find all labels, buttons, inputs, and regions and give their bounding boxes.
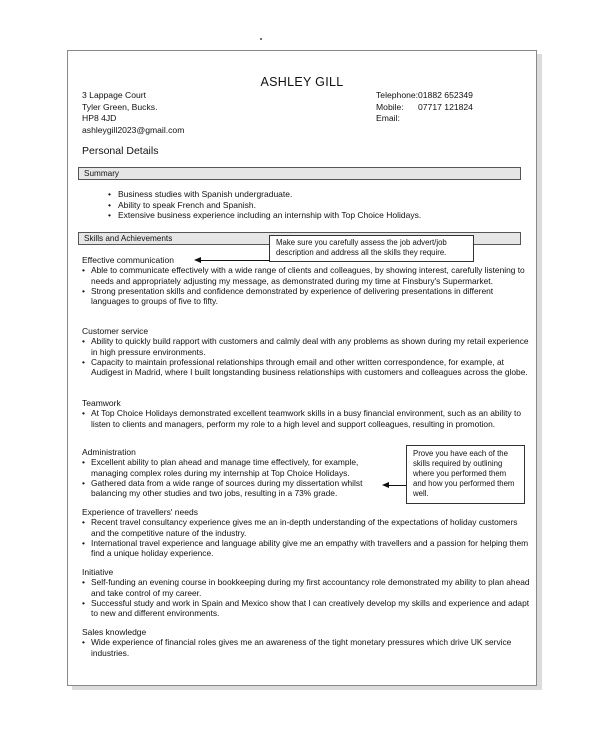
resume-page xyxy=(67,50,537,686)
address-line: Tyler Green, Bucks. xyxy=(82,101,158,112)
list-item: • Excellent ability to plan ahead and manage time effectively, for example, managing complex roles during my internship at Top Choice Holidays. xyxy=(82,457,359,478)
phone-block xyxy=(376,90,473,125)
list-item: • Able to communicate effectively with a wide range of clients and colleagues, by showing interest, carefully listening to needs and appropriately adjusting my message, as demonstrated during my time at Finsbury's Supermarket. xyxy=(82,265,525,286)
list-item: • At Top Choice Holidays demonstrated excellent teamwork skills in a busy financial environment, such as an ability to listen to clients and managers, perform my role to a high level and support colleagues, resulting in promotion. xyxy=(82,408,521,429)
section-travellers-needs xyxy=(82,507,530,558)
skills-heading: Skills and Achievements xyxy=(78,232,521,245)
section-title: Sales knowledge xyxy=(82,627,147,637)
section-effective-communication xyxy=(82,255,530,306)
section-title: Customer service xyxy=(82,326,149,336)
arrow-left-icon xyxy=(382,482,389,488)
summary-heading: Summary xyxy=(78,167,521,180)
section-title: Effective communication xyxy=(82,255,174,265)
section-title: Experience of travellers' needs xyxy=(82,507,198,517)
telephone-label: Telephone: xyxy=(376,90,419,100)
address-block xyxy=(82,90,184,136)
mobile-value: 07717 121824 xyxy=(418,101,473,112)
list-item: • Ability to speak French and Spanish. xyxy=(108,200,421,211)
address-line: 3 Lappage Court xyxy=(82,90,147,100)
list-item: • Gathered data from a wide range of sources during my dissertation whilst balancing my other studies and two jobs, resulting in a 73% grade. xyxy=(82,477,363,499)
summary-list xyxy=(108,189,421,221)
list-item: • Self-funding an evening course in bookkeeping during my first accountancy role demonstrated my ability to plan ahead and take control of my career. xyxy=(82,577,530,598)
list-item: • Wide experience of financial roles gives me an awareness of the tight monetary pressures which drive UK service industries. xyxy=(82,637,512,658)
section-initiative xyxy=(82,567,530,618)
arrow-line xyxy=(200,260,270,261)
list-item: • Extensive business experience including an internship with Top Choice Holidays. xyxy=(108,210,421,221)
address-line: HP8 4JD xyxy=(82,113,117,124)
section-teamwork xyxy=(82,398,530,429)
list-item: • Successful study and work in Spain and Mexico show that I can creatively develop my skills and experience and adapt to new and different environments. xyxy=(82,597,530,619)
section-administration xyxy=(82,447,382,498)
email-label: Email: xyxy=(376,113,400,124)
list-item: • Capacity to maintain professional relationships through email and other written correspondence, for example, at Audigest in Madrid, where I built longstanding business relationships with customers and colleagues across the globe. xyxy=(82,356,528,378)
section-title: Teamwork xyxy=(82,398,121,408)
stray-dot xyxy=(260,38,262,40)
list-item: • Recent travel consultancy experience gives me an in-depth understanding of the expectations of holiday customers and the competitive nature of the industry. xyxy=(82,517,518,538)
list-item: • Business studies with Spanish undergraduate. xyxy=(108,189,421,200)
mobile-label: Mobile: xyxy=(376,101,404,112)
list-item: • Strong presentation skills and confidence demonstrated by experience of delivering presentations in different languages to groups of five to fifty. xyxy=(82,285,494,307)
arrow-left-icon xyxy=(194,257,201,263)
section-title: Administration xyxy=(82,447,136,457)
candidate-name: ASHLEY GILL xyxy=(260,75,344,89)
section-customer-service xyxy=(82,326,530,377)
arrow-line xyxy=(388,485,406,486)
personal-details-heading: Personal Details xyxy=(82,145,159,157)
telephone-value: 01882 652349 xyxy=(418,90,473,100)
tip-callout: Make sure you carefully assess the job advert/job description and address all the skills they require. xyxy=(269,235,474,262)
list-item: • Ability to quickly build rapport with customers and calmly deal with any problems as shown during my retail experience in high pressure environments. xyxy=(82,336,529,357)
email-address: ashleygill2023@gmail.com xyxy=(82,124,185,135)
section-sales-knowledge xyxy=(82,627,530,658)
tip-callout: Prove you have each of the skills required by outlining where you performed them and how you performed them well. xyxy=(406,445,525,504)
list-item: • International travel experience and language ability give me an empathy with travellers and a passion for helping them find a unique holiday experience. xyxy=(82,537,529,559)
section-title: Initiative xyxy=(82,567,114,577)
